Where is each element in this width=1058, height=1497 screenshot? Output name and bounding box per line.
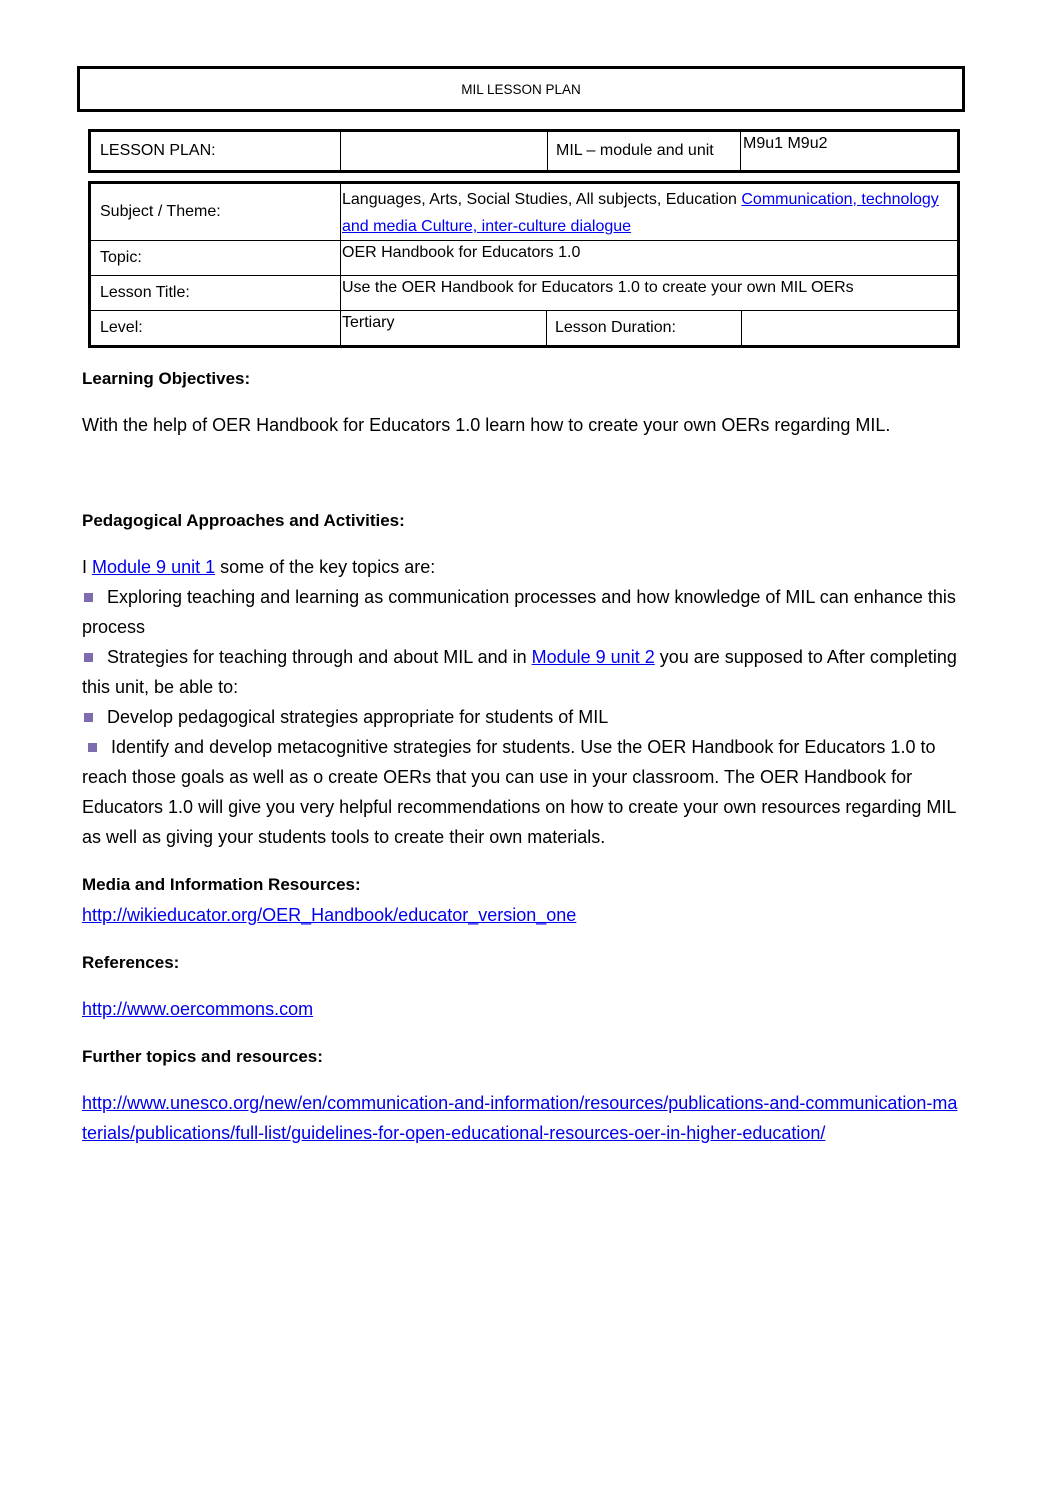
bullet-text: Identify and develop metacognitive strategies for students. Use the OER Handbook for Educators 1.0 to reach those goals as well as o create OERs that you can use in your classroom. The OER Handbook for Educators 1.0 will give you very helpful recommendations on how to create your own resources regarding MIL as well as giving your students tools to create their own materials. — [82, 737, 956, 847]
lesson-plan-value — [341, 131, 548, 172]
document-title — [77, 66, 965, 112]
media-resources-heading: Media and Information Resources: — [82, 875, 361, 894]
learning-objectives-heading: Learning Objectives: — [82, 369, 251, 388]
module-9-unit-2-link[interactable]: Module 9 unit 2 — [531, 647, 655, 667]
intro-suffix: some of the key topics are: — [215, 557, 436, 577]
square-bullet-icon — [84, 653, 93, 662]
learning-objectives-section — [82, 364, 962, 440]
list-item — [82, 642, 962, 702]
level-value: Tertiary — [341, 311, 547, 347]
duration-label: Lesson Duration: — [547, 311, 742, 347]
table-row — [90, 183, 959, 241]
pedagogical-section — [82, 506, 962, 852]
module-label: MIL – module and unit — [548, 131, 741, 172]
lesson-plan-label: LESSON PLAN: — [90, 131, 341, 172]
learning-objectives-text: With the help of OER Handbook for Educators 1.0 learn how to create your own OERs regarding MIL. — [82, 415, 891, 435]
oercommons-link[interactable]: http://www.oercommons.com — [82, 999, 314, 1019]
bullet-text: Strategies for teaching through and about MIL and in — [107, 647, 532, 667]
subject-value — [341, 183, 959, 241]
unesco-link[interactable]: http://www.unesco.org/new/en/communication-and-information/resources/publications-and-communication-materials/publications/full-list/guidelines-for-open-educational-resources-oer-in-higher-education/ — [82, 1093, 958, 1143]
details-table — [88, 181, 960, 348]
table-row — [90, 131, 959, 172]
lesson-title-label: Lesson Title: — [90, 276, 341, 311]
subject-value-plain: Languages, Arts, Social Studies, All subjects, Education — [342, 191, 742, 208]
list-item — [82, 702, 962, 732]
square-bullet-icon — [84, 713, 93, 722]
subject-link[interactable]: Communication, technology and media Culture, inter-culture dialogue — [342, 191, 939, 235]
pedagogical-heading: Pedagogical Approaches and Activities: — [82, 511, 405, 530]
references-section — [82, 948, 962, 1024]
wikieducator-link[interactable]: http://wikieducator.org/OER_Handbook/educator_version_one — [82, 905, 577, 925]
subject-label: Subject / Theme: — [90, 183, 341, 241]
list-item — [82, 582, 962, 642]
table-row — [90, 276, 959, 311]
level-label: Level: — [90, 311, 341, 347]
module-value: M9u1 M9u2 — [741, 131, 959, 172]
table-row — [90, 311, 959, 347]
further-section — [82, 1042, 962, 1148]
document-title-text: MIL LESSON PLAN — [461, 81, 581, 97]
intro-prefix: I — [82, 557, 93, 577]
media-resources-section — [82, 870, 962, 930]
topic-value: OER Handbook for Educators 1.0 — [341, 241, 959, 276]
square-bullet-icon — [88, 743, 97, 752]
bullet-text: Develop pedagogical strategies appropriate for students of MIL — [107, 707, 609, 727]
bullet-text-suffix: you are supposed to After completing this unit, be able to: — [82, 647, 957, 697]
pedagogical-intro — [82, 552, 962, 582]
duration-value — [742, 311, 959, 347]
table-row — [90, 241, 959, 276]
module-9-unit-1-link[interactable]: Module 9 unit 1 — [92, 557, 216, 577]
list-item — [82, 732, 962, 852]
lesson-title-value: Use the OER Handbook for Educators 1.0 to create your own MIL OERs — [341, 276, 959, 311]
header-table — [88, 129, 960, 173]
further-heading: Further topics and resources: — [82, 1047, 323, 1066]
bullet-text: Exploring teaching and learning as communication processes and how knowledge of MIL can enhance this process — [82, 587, 956, 637]
references-heading: References: — [82, 953, 180, 972]
square-bullet-icon — [84, 593, 93, 602]
topic-label: Topic: — [90, 241, 341, 276]
